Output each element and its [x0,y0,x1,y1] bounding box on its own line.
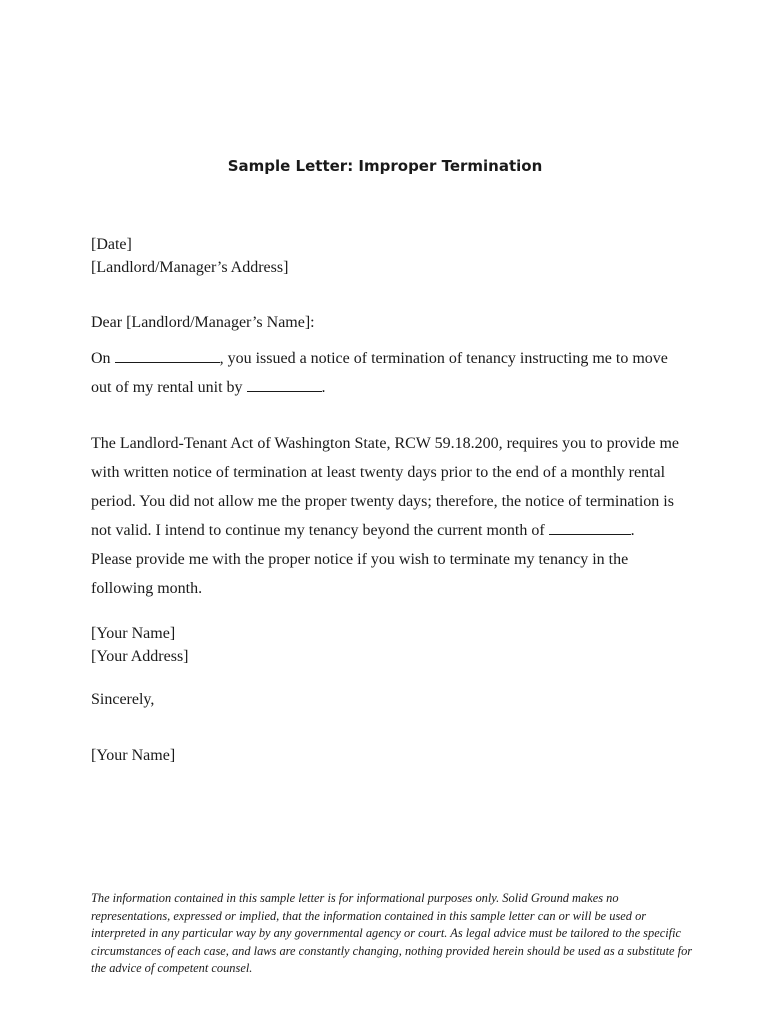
text-segment: . [321,379,326,396]
disclaimer [91,890,691,978]
signature-name: [Your Name] [91,747,176,764]
paragraph-line: Please provide me with the proper notice if you wish to terminate my tenancy in the [91,551,629,568]
text-segment: On [91,350,111,367]
text-segment: out of my rental unit by [91,379,243,396]
sender-address-placeholder: [Your Address] [91,648,189,665]
paragraph-notice [91,344,691,402]
paragraph-line [91,344,691,373]
paragraph-line: following month. [91,580,203,597]
text-segment: , you issued a notice of termination of tenancy instructing me to move [219,350,668,367]
paragraph-line: period. You did not allow me the proper twenty days; therefore, the notice of termination is [91,493,674,510]
paragraph-line [91,516,691,545]
fill-in-blank-month [549,520,631,535]
disclaimer-line: The information contained in this sample letter is for informational purposes only. Solid Ground makes no [91,891,619,905]
address-placeholder: [Landlord/Manager’s Address] [91,259,289,276]
sender-name-placeholder: [Your Name] [91,625,176,642]
text-segment: . [630,522,635,539]
fill-in-blank-notice-date [115,348,220,363]
paragraph-law [91,429,691,603]
date-placeholder: [Date] [91,236,132,253]
text-segment: not valid. I intend to continue my tenancy beyond the current month of [91,522,545,539]
paragraph-line: with written notice of termination at least twenty days prior to the end of a monthly rental [91,464,666,481]
page-title: Sample Letter: Improper Termination [227,157,543,175]
disclaimer-line: representations, expressed or implied, that the information contained in this sample letter can or will be used or [91,908,647,923]
disclaimer-line: interpreted in any particular way by any governmental agency or court. As legal advice must be tailored to the specific [91,926,682,940]
disclaimer-line: the advice of competent counsel. [91,961,253,975]
closing: Sincerely, [91,691,155,708]
fill-in-blank-move-date [247,377,322,392]
sender-block [91,622,691,668]
disclaimer-line: circumstances of each case, and laws are constantly changing, nothing provided herein should be used as a substitute for [91,943,693,958]
paragraph-line: The Landlord-Tenant Act of Washington State, RCW 59.18.200, requires you to provide me [91,435,679,452]
recipient-block [91,233,691,279]
greeting: Dear [Landlord/Manager’s Name]: [91,314,315,331]
paragraph-line [91,373,691,402]
